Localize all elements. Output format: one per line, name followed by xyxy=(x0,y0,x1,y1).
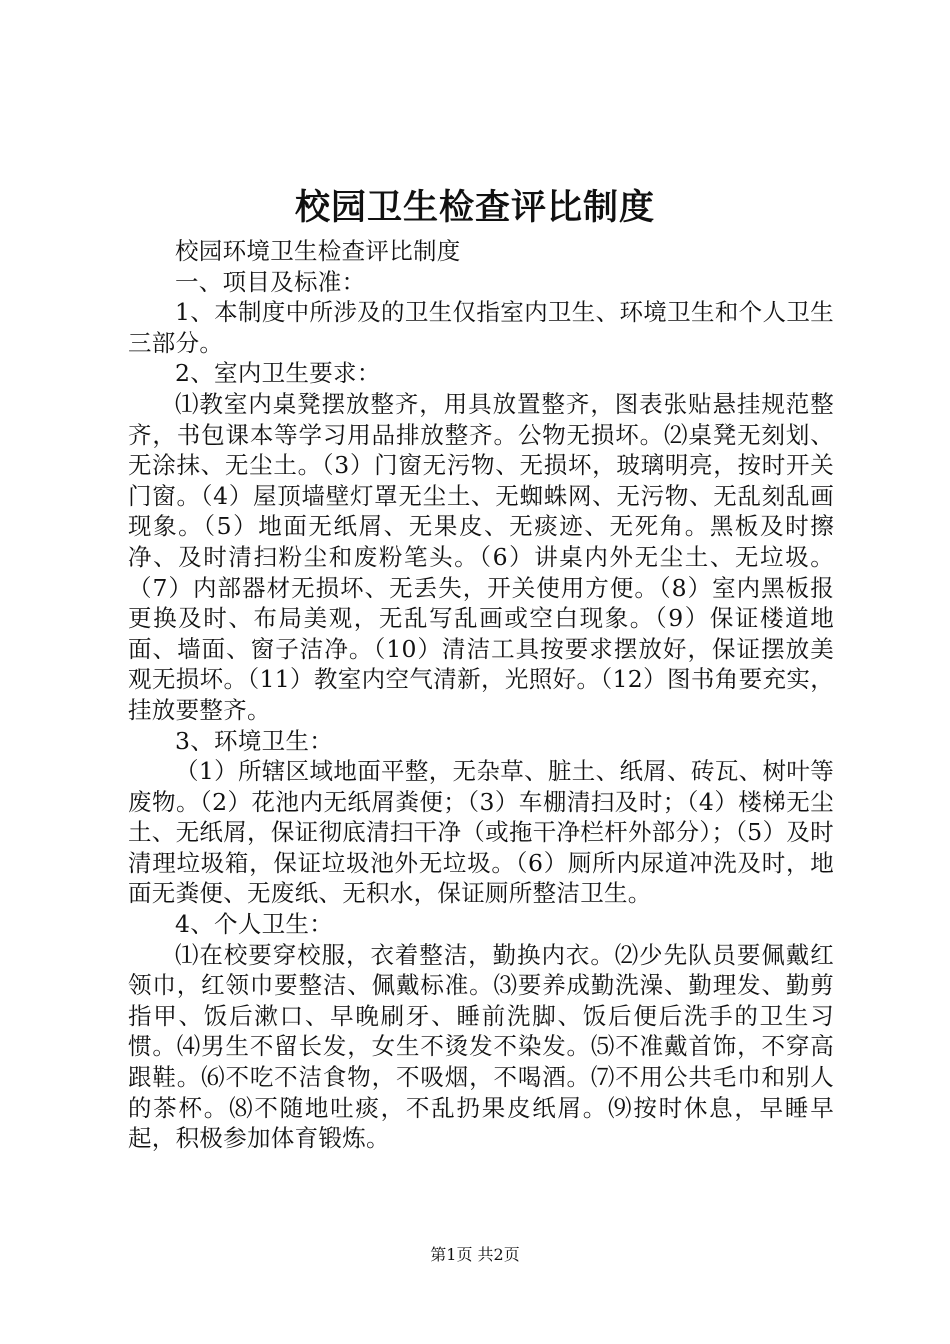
paragraph-section-heading: 一、项目及标准： xyxy=(175,267,366,296)
paragraph-indoor-heading: 2、室内卫生要求： xyxy=(175,359,381,388)
page-number-footer: 第1页 共2页 xyxy=(430,1245,520,1264)
paragraph-scope: 1、本制度中所涉及的卫生仅指室内卫生、环境卫生和个人卫生三部分。 xyxy=(128,298,834,357)
paragraph-indoor-requirements: ⑴教室内桌凳摆放整齐，用具放置整齐，图表张贴悬挂规范整齐，书包课本等学习用品排放整齐。公物无损坏。⑵桌凳无刻划、无涂抹、无尘土。（3）门窗无污物、无损坏，玻璃明亮，按时开关门窗。（4）屋顶墙壁灯罩无尘土、无蜘蛛网、无污物、无乱刻乱画现象。（5）地面无纸屑、无果皮、无痰迹、无死角。黑板及时擦净、及时清扫粉尘和废粉笔头。（6）讲桌内外无尘土、无垃圾。（7）内部器材无损坏、无丢失，开关使用方便。（8）室内黑板报更换及时、布局美观，无乱写乱画或空白现象。（9）保证楼道地面、墙面、窗子洁净。（10）清洁工具按要求摆放好，保证摆放美观无损坏。（11）教室内空气清新，光照好。（12）图书角要充实，挂放要整齐。 xyxy=(128,389,834,724)
paragraph-subtitle: 校园环境卫生检查评比制度 xyxy=(175,237,461,265)
paragraph-personal-requirements: ⑴在校要穿校服，衣着整洁，勤换内衣。⑵少先队员要佩戴红领巾，红领巾要整洁、佩戴标准。⑶要养成勤洗澡、勤理发、勤剪指甲、饭后漱口、早晚刷牙、睡前洗脚、饭后便后洗手的卫生习惯。⑷男生不留长发，女生不烫发不染发。⑸不准戴首饰，不穿高跟鞋。⑹不吃不洁食物，不吸烟，不喝酒。⑺不用公共毛巾和别人的茶杯。⑻不随地吐痰，不乱扔果皮纸屑。⑼按时休息，早睡早起，积极参加体育锻炼。 xyxy=(128,940,834,1153)
paragraph-personal-heading: 4、个人卫生： xyxy=(175,910,334,939)
paragraph-environment-heading: 3、环境卫生： xyxy=(175,726,334,755)
paragraph-environment-requirements: （1）所辖区域地面平整，无杂草、脏土、纸屑、砖瓦、树叶等废物。（2）花池内无纸屑粪便；（3）车棚清扫及时；（4）楼梯无尘土、无纸屑，保证彻底清扫干净（或拖干净栏杆外部分）；（5）及时清理垃圾箱，保证垃圾池外无垃圾。（6）厕所内尿道冲洗及时，地面无粪便、无废纸、无积水，保证厕所整洁卫生。 xyxy=(128,757,834,908)
document-title: 校园卫生检查评比制度 xyxy=(294,187,655,228)
document-body xyxy=(128,236,834,1154)
